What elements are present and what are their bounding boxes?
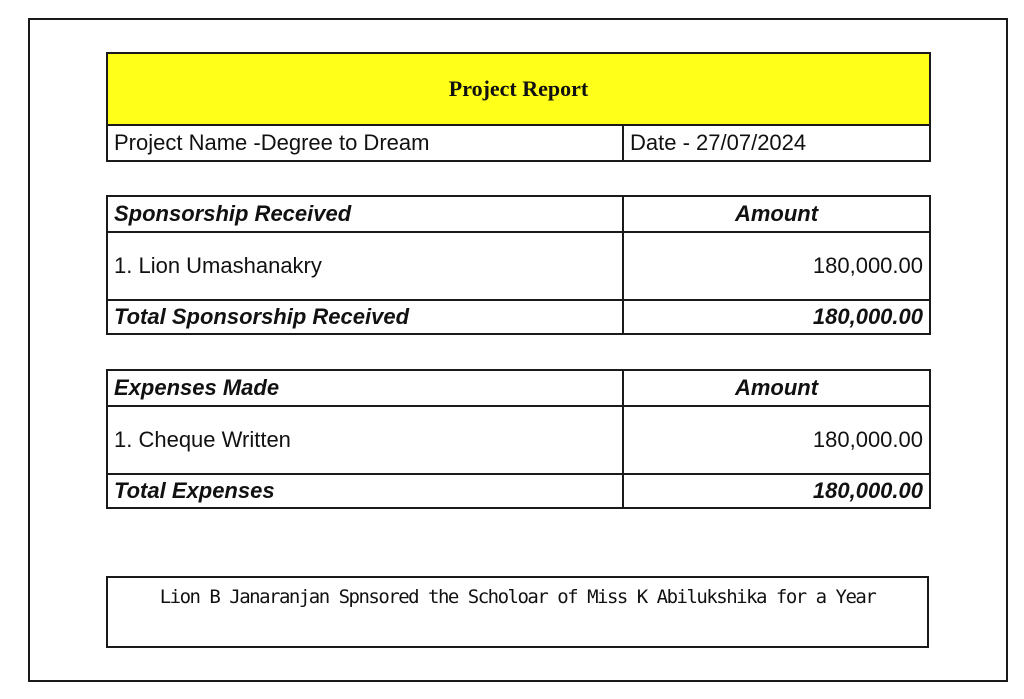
report-title: Project Report [107, 53, 930, 125]
expenses-table [106, 369, 931, 509]
expenses-item-label: 1. Cheque Written [107, 406, 623, 474]
table-row [107, 406, 930, 474]
sponsorship-total-row [107, 300, 930, 334]
sponsorship-total-amount: 180,000.00 [623, 300, 930, 334]
sponsorship-item-amount: 180,000.00 [623, 232, 930, 300]
report-date: Date - 27/07/2024 [623, 125, 930, 161]
table-row [107, 232, 930, 300]
sponsorship-total-label: Total Sponsorship Received [107, 300, 623, 334]
sponsorship-section [106, 195, 929, 335]
expenses-total-amount: 180,000.00 [623, 474, 930, 508]
sponsorship-item-label: 1. Lion Umashanakry [107, 232, 623, 300]
expenses-section [106, 369, 929, 509]
header-table [106, 52, 931, 162]
expenses-item-amount: 180,000.00 [623, 406, 930, 474]
expenses-total-row [107, 474, 930, 508]
report-header [106, 52, 929, 162]
expenses-header-amount: Amount [623, 370, 930, 406]
sponsorship-header-label: Sponsorship Received [107, 196, 623, 232]
sponsorship-table [106, 195, 931, 335]
sponsorship-note: Lion B Janaranjan Spnsored the Scholoar of Miss K Abilukshika for a Year [106, 576, 929, 648]
sponsorship-header-amount: Amount [623, 196, 930, 232]
expenses-header-label: Expenses Made [107, 370, 623, 406]
project-name: Project Name -Degree to Dream [107, 125, 623, 161]
expenses-total-label: Total Expenses [107, 474, 623, 508]
